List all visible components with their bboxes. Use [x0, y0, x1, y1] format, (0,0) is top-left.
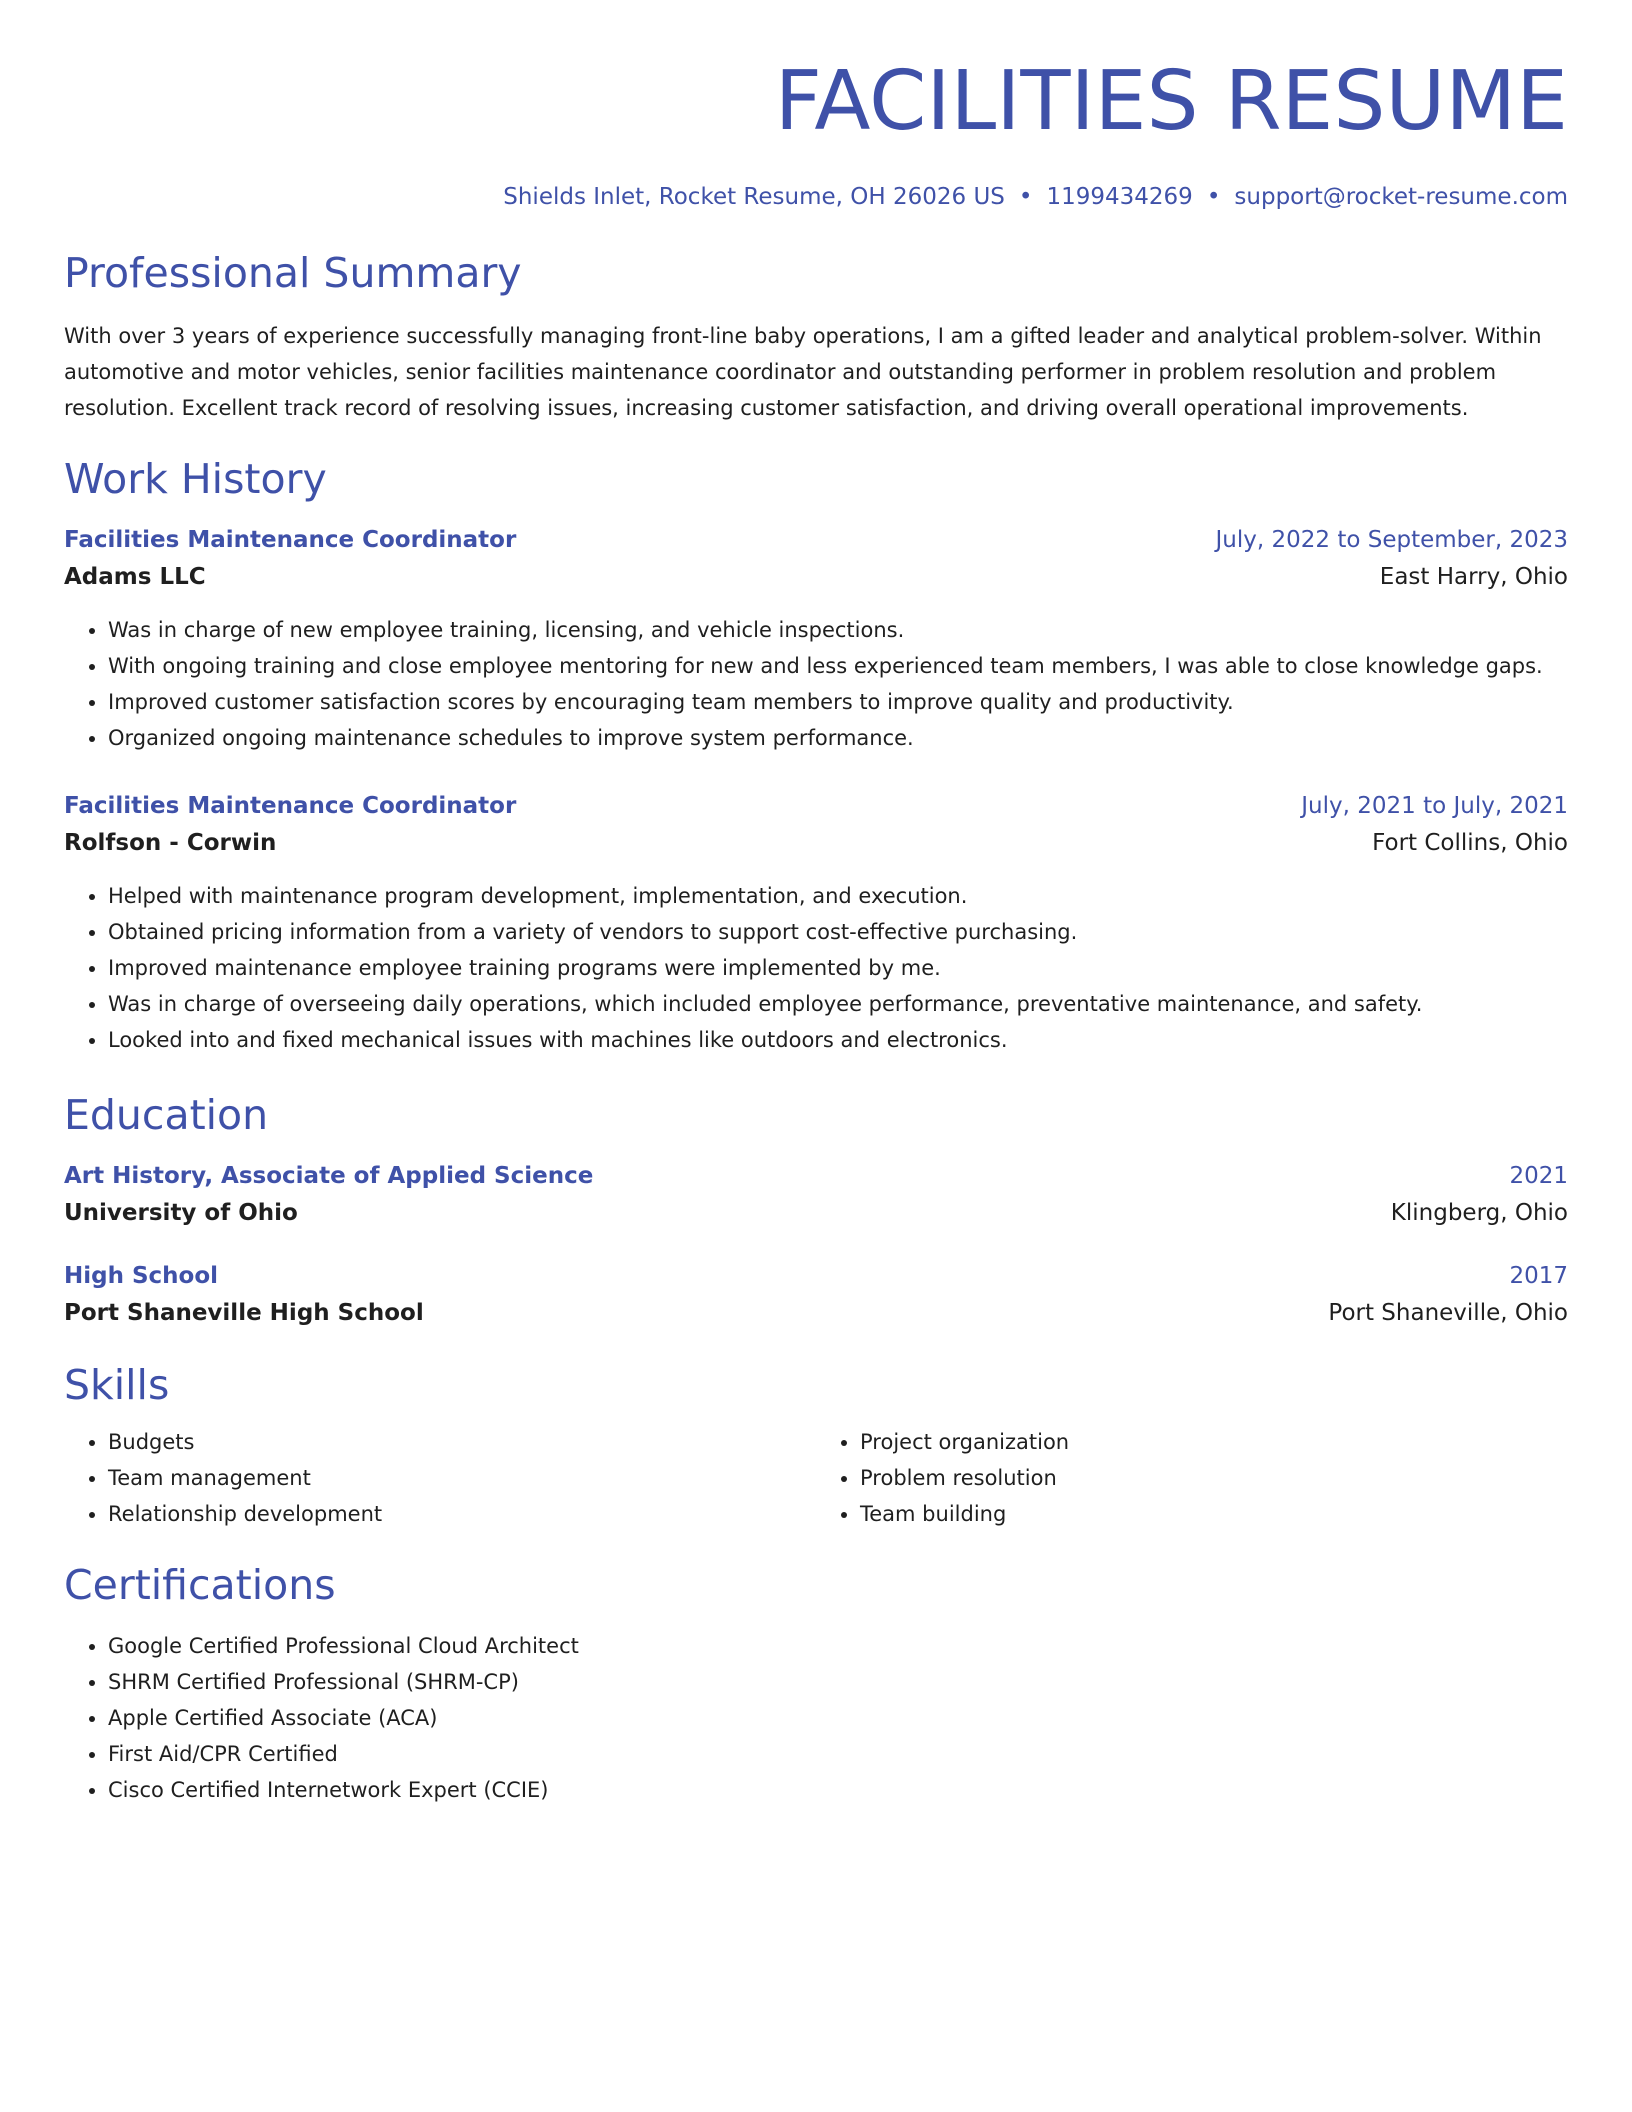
skills-list-right: [816, 1424, 1568, 1532]
list-item: • Relationship development: [108, 1496, 816, 1532]
education-degree: High School: [64, 1263, 219, 1289]
job-entry: [64, 524, 1568, 756]
education-degree-row: [64, 1260, 1568, 1292]
contact-separator: •: [1206, 184, 1221, 210]
list-item: • Helped with maintenance program development, implementation, and execution.: [108, 878, 1568, 914]
list-item: • With ongoing training and close employee mentoring for new and less experienced team members, I was able to close knowledge gaps.: [108, 648, 1568, 684]
job-company: Adams LLC: [64, 564, 206, 590]
list-item: • Team management: [108, 1460, 816, 1496]
job-title-row: [64, 524, 1568, 556]
education-degree: Art History, Associate of Applied Science: [64, 1163, 594, 1189]
job-bullets: [64, 612, 1568, 756]
list-item: • Cisco Certified Internetwork Expert (CCIE): [108, 1772, 1568, 1808]
list-item: • Looked into and fixed mechanical issues with machines like outdoors and electronics.: [108, 1022, 1568, 1058]
job-entry: [64, 790, 1568, 1058]
list-item: • Improved customer satisfaction scores by encouraging team members to improve quality and productivity.: [108, 684, 1568, 720]
list-item: • Budgets: [108, 1424, 816, 1460]
list-item: • Team building: [860, 1496, 1568, 1532]
job-company-row: [64, 560, 1568, 594]
resume-title: FACILITIES RESUME: [774, 54, 1568, 149]
list-item: • Problem resolution: [860, 1460, 1568, 1496]
job-location: East Harry, Ohio: [1379, 564, 1568, 590]
list-item: • Obtained pricing information from a variety of vendors to support cost-effective purchasing.: [108, 914, 1568, 950]
job-dates: July, 2022 to September, 2023: [1215, 527, 1568, 553]
education-school: Port Shaneville High School: [64, 1300, 424, 1326]
list-item: • Was in charge of overseeing daily operations, which included employee performance, preventative maintenance, and safety.: [108, 986, 1568, 1022]
summary-text: With over 3 years of experience successfully managing front-line baby operations, I am a gifted leader and analytical problem-solver. Within automotive and motor vehicles, senior facilities maintenance coordinator and outstanding performer in problem resolution and problem resolution. Excellent track record of resolving issues, increasing customer satisfaction, and driving overall operational improvements.: [64, 324, 1542, 420]
list-item: • Project organization: [860, 1424, 1568, 1460]
education-entry: [64, 1160, 1568, 1230]
job-dates: July, 2021 to July, 2021: [1301, 793, 1568, 819]
education-heading: Education: [64, 1091, 269, 1139]
education-school-row: [64, 1296, 1568, 1330]
contact-email: support@rocket-resume.com: [1234, 184, 1568, 210]
certifications-heading: Certifications: [64, 1561, 336, 1609]
education-year: 2021: [1509, 1163, 1568, 1189]
contact-line: [64, 182, 1568, 212]
skills-heading: Skills: [64, 1361, 170, 1409]
education-degree-row: [64, 1160, 1568, 1192]
summary-heading: Professional Summary: [64, 249, 522, 297]
skills-list-left: [64, 1424, 816, 1532]
education-location: Klingberg, Ohio: [1390, 1200, 1568, 1226]
contact-address: Shields Inlet, Rocket Resume, OH 26026 US: [503, 184, 1005, 210]
job-company-row: [64, 826, 1568, 860]
list-item: • Improved maintenance employee training programs were implemented by me.: [108, 950, 1568, 986]
list-item: • Was in charge of new employee training, licensing, and vehicle inspections.: [108, 612, 1568, 648]
education-year: 2017: [1509, 1263, 1568, 1289]
list-item: • Organized ongoing maintenance schedules to improve system performance.: [108, 720, 1568, 756]
job-title-row: [64, 790, 1568, 822]
skills-grid: [64, 1424, 1568, 1532]
job-role: Facilities Maintenance Coordinator: [64, 527, 517, 553]
job-company: Rolfson - Corwin: [64, 830, 277, 856]
job-location: Fort Collins, Ohio: [1372, 830, 1568, 856]
list-item: • SHRM Certified Professional (SHRM-CP): [108, 1664, 1568, 1700]
education-school: University of Ohio: [64, 1200, 298, 1226]
education-entry: [64, 1260, 1568, 1330]
work-history-heading: Work History: [64, 455, 327, 503]
list-item: • Apple Certified Associate (ACA): [108, 1700, 1568, 1736]
job-role: Facilities Maintenance Coordinator: [64, 793, 517, 819]
education-school-row: [64, 1196, 1568, 1230]
list-item: • First Aid/CPR Certified: [108, 1736, 1568, 1772]
certifications-list: [64, 1628, 1568, 1808]
list-item: • Google Certified Professional Cloud Architect: [108, 1628, 1568, 1664]
education-location: Port Shaneville, Ohio: [1328, 1300, 1568, 1326]
contact-phone: 1199434269: [1046, 184, 1193, 210]
contact-separator: •: [1018, 184, 1033, 210]
job-bullets: [64, 878, 1568, 1058]
